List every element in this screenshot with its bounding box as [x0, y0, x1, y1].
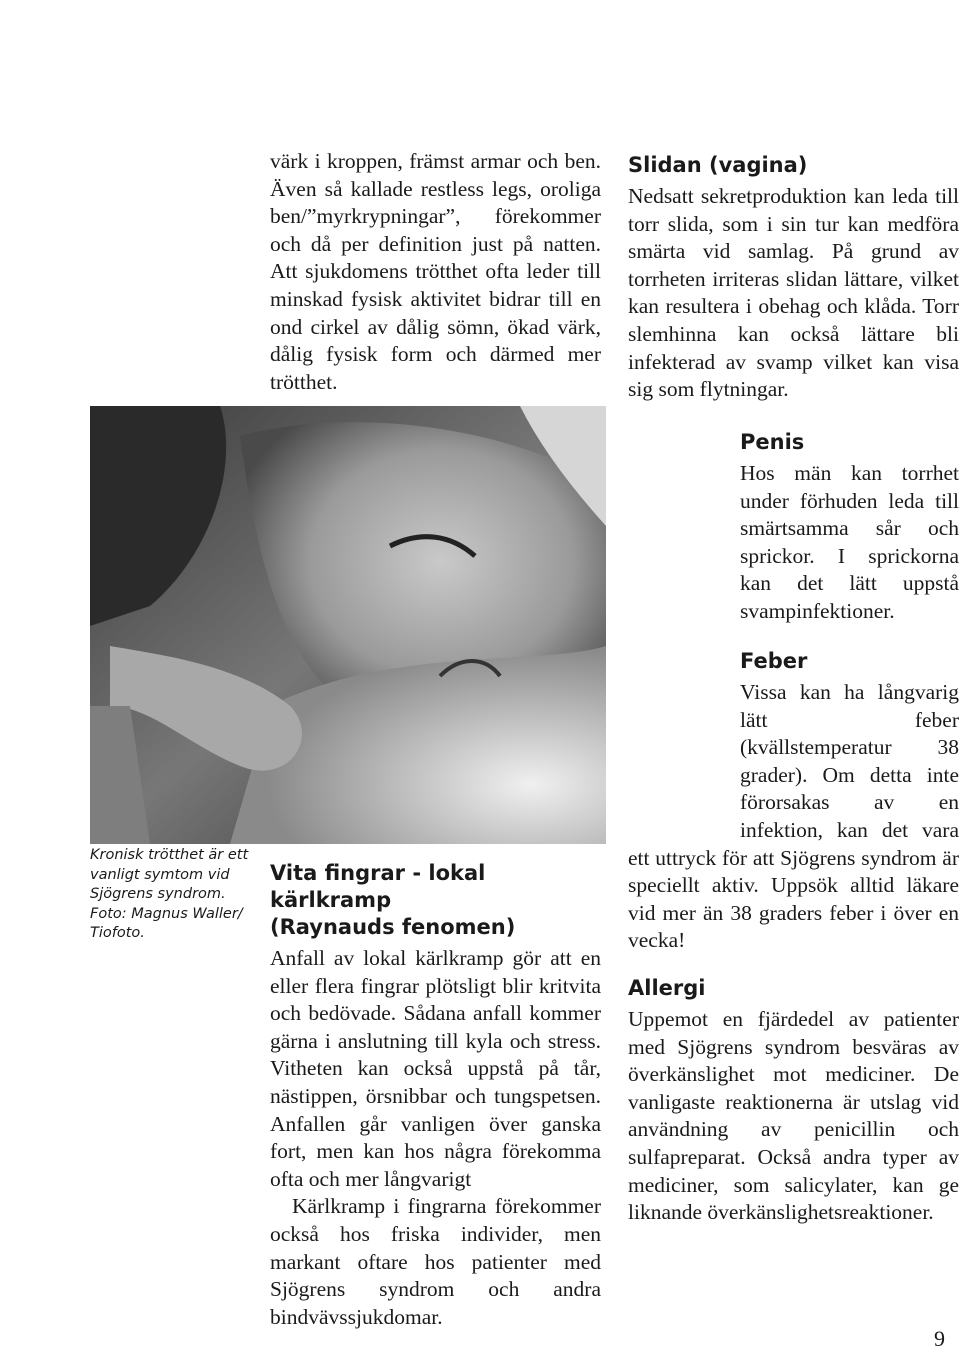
section-heading-feber: Feber: [740, 649, 808, 673]
section-vita-fingrar: [270, 860, 601, 1331]
body-text-vita-fingrar: Anfall av lokal kärlkramp gör att en eller flera fingrar plötsligt blir kritvita och bedövade. Sådana anfall kommer gärna i anslutning till kyla och stress. Vitheten kan också uppstå på tår, nästippen, örsnibbar och tungspetsen. Anfallen går vanligen över ganska fort, men kan hos några förekomma ofta och mer långvarigt: [270, 946, 601, 1191]
section-heading-penis: Penis: [740, 430, 805, 454]
body-text-penis: Hos män kan torrhet under förhuden leda till smärtsamma sår och sprickor. I sprickorna kan det lätt uppstå svampinfektioner.: [740, 461, 959, 623]
section-heading-allergi: Allergi: [628, 976, 706, 1000]
body-text-fatigue: värk i kroppen, främst armar och ben. Även så kallade restless legs, oroliga ben/”myrkrypningar”, förekommer och då per definition just på natten. Att sjukdomens trötthet ofta leder till minskad fysisk aktivitet bidrar till en ond cirkel av dålig sömn, ökad värk, dålig fysisk form och därmed mer trötthet.: [270, 149, 601, 394]
photo-illustration: [90, 406, 606, 844]
text-wrap-spacer: [628, 648, 740, 843]
section-heading-vita-fingrar: Vita fingrar - lokal kärlkramp: [270, 861, 486, 912]
body-text-karlkramp: Kärlkramp i fingrarna förekommer också hos friska individer, men markant oftare hos patienter med Sjögrens syndrom och andra bindvävssjukdomar.: [270, 1194, 601, 1329]
section-allergi: [628, 975, 959, 1227]
photo-sleeping-woman: [90, 406, 606, 844]
section-penis: [740, 429, 959, 626]
section-heading-slidan: Slidan (vagina): [628, 153, 808, 177]
section-slidan: [628, 152, 959, 404]
page-number: 9: [934, 1326, 945, 1351]
photo-caption: Kronisk trötthet är ett vanligt symtom vid Sjögrens syndrom. Foto: Magnus Waller/ Tiofoto.: [90, 847, 249, 941]
section-subheading-raynaud: (Raynauds fenomen): [270, 915, 516, 939]
section-feber: [628, 648, 959, 955]
body-text-feber: Vissa kan ha långvarig lätt feber (kvällstemperatur 38 grader). Om detta inte förorsakas av en infektion, kan det vara ett uttryck för att Sjögrens syndrom är speciellt aktiv. Uppsök alltid läkare vid mer än 38 graders feber i över en vecka!: [628, 680, 959, 953]
body-text-slidan: Nedsatt sekretproduktion kan leda till torr slida, som i sin tur kan medföra smärta vid samlag. På grund av torrheten irriteras slidan lättare, vilket kan resultera i obehag och klåda. Torr slemhinna kan också lättare bli infekterad av svamp vilket kan visa sig som flytningar.: [628, 184, 959, 402]
body-text-allergi: Uppemot en fjärdedel av patienter med Sjögrens syndrom besväras av överkänslighet mot mediciner. De vanligaste reaktionerna är utslag vid användning av penicillin och sulfapreparat. Också andra typer av mediciner, som salicylater, kan ge liknande överkänslighetsreaktioner.: [628, 1007, 959, 1225]
column-left-top: [270, 148, 601, 396]
